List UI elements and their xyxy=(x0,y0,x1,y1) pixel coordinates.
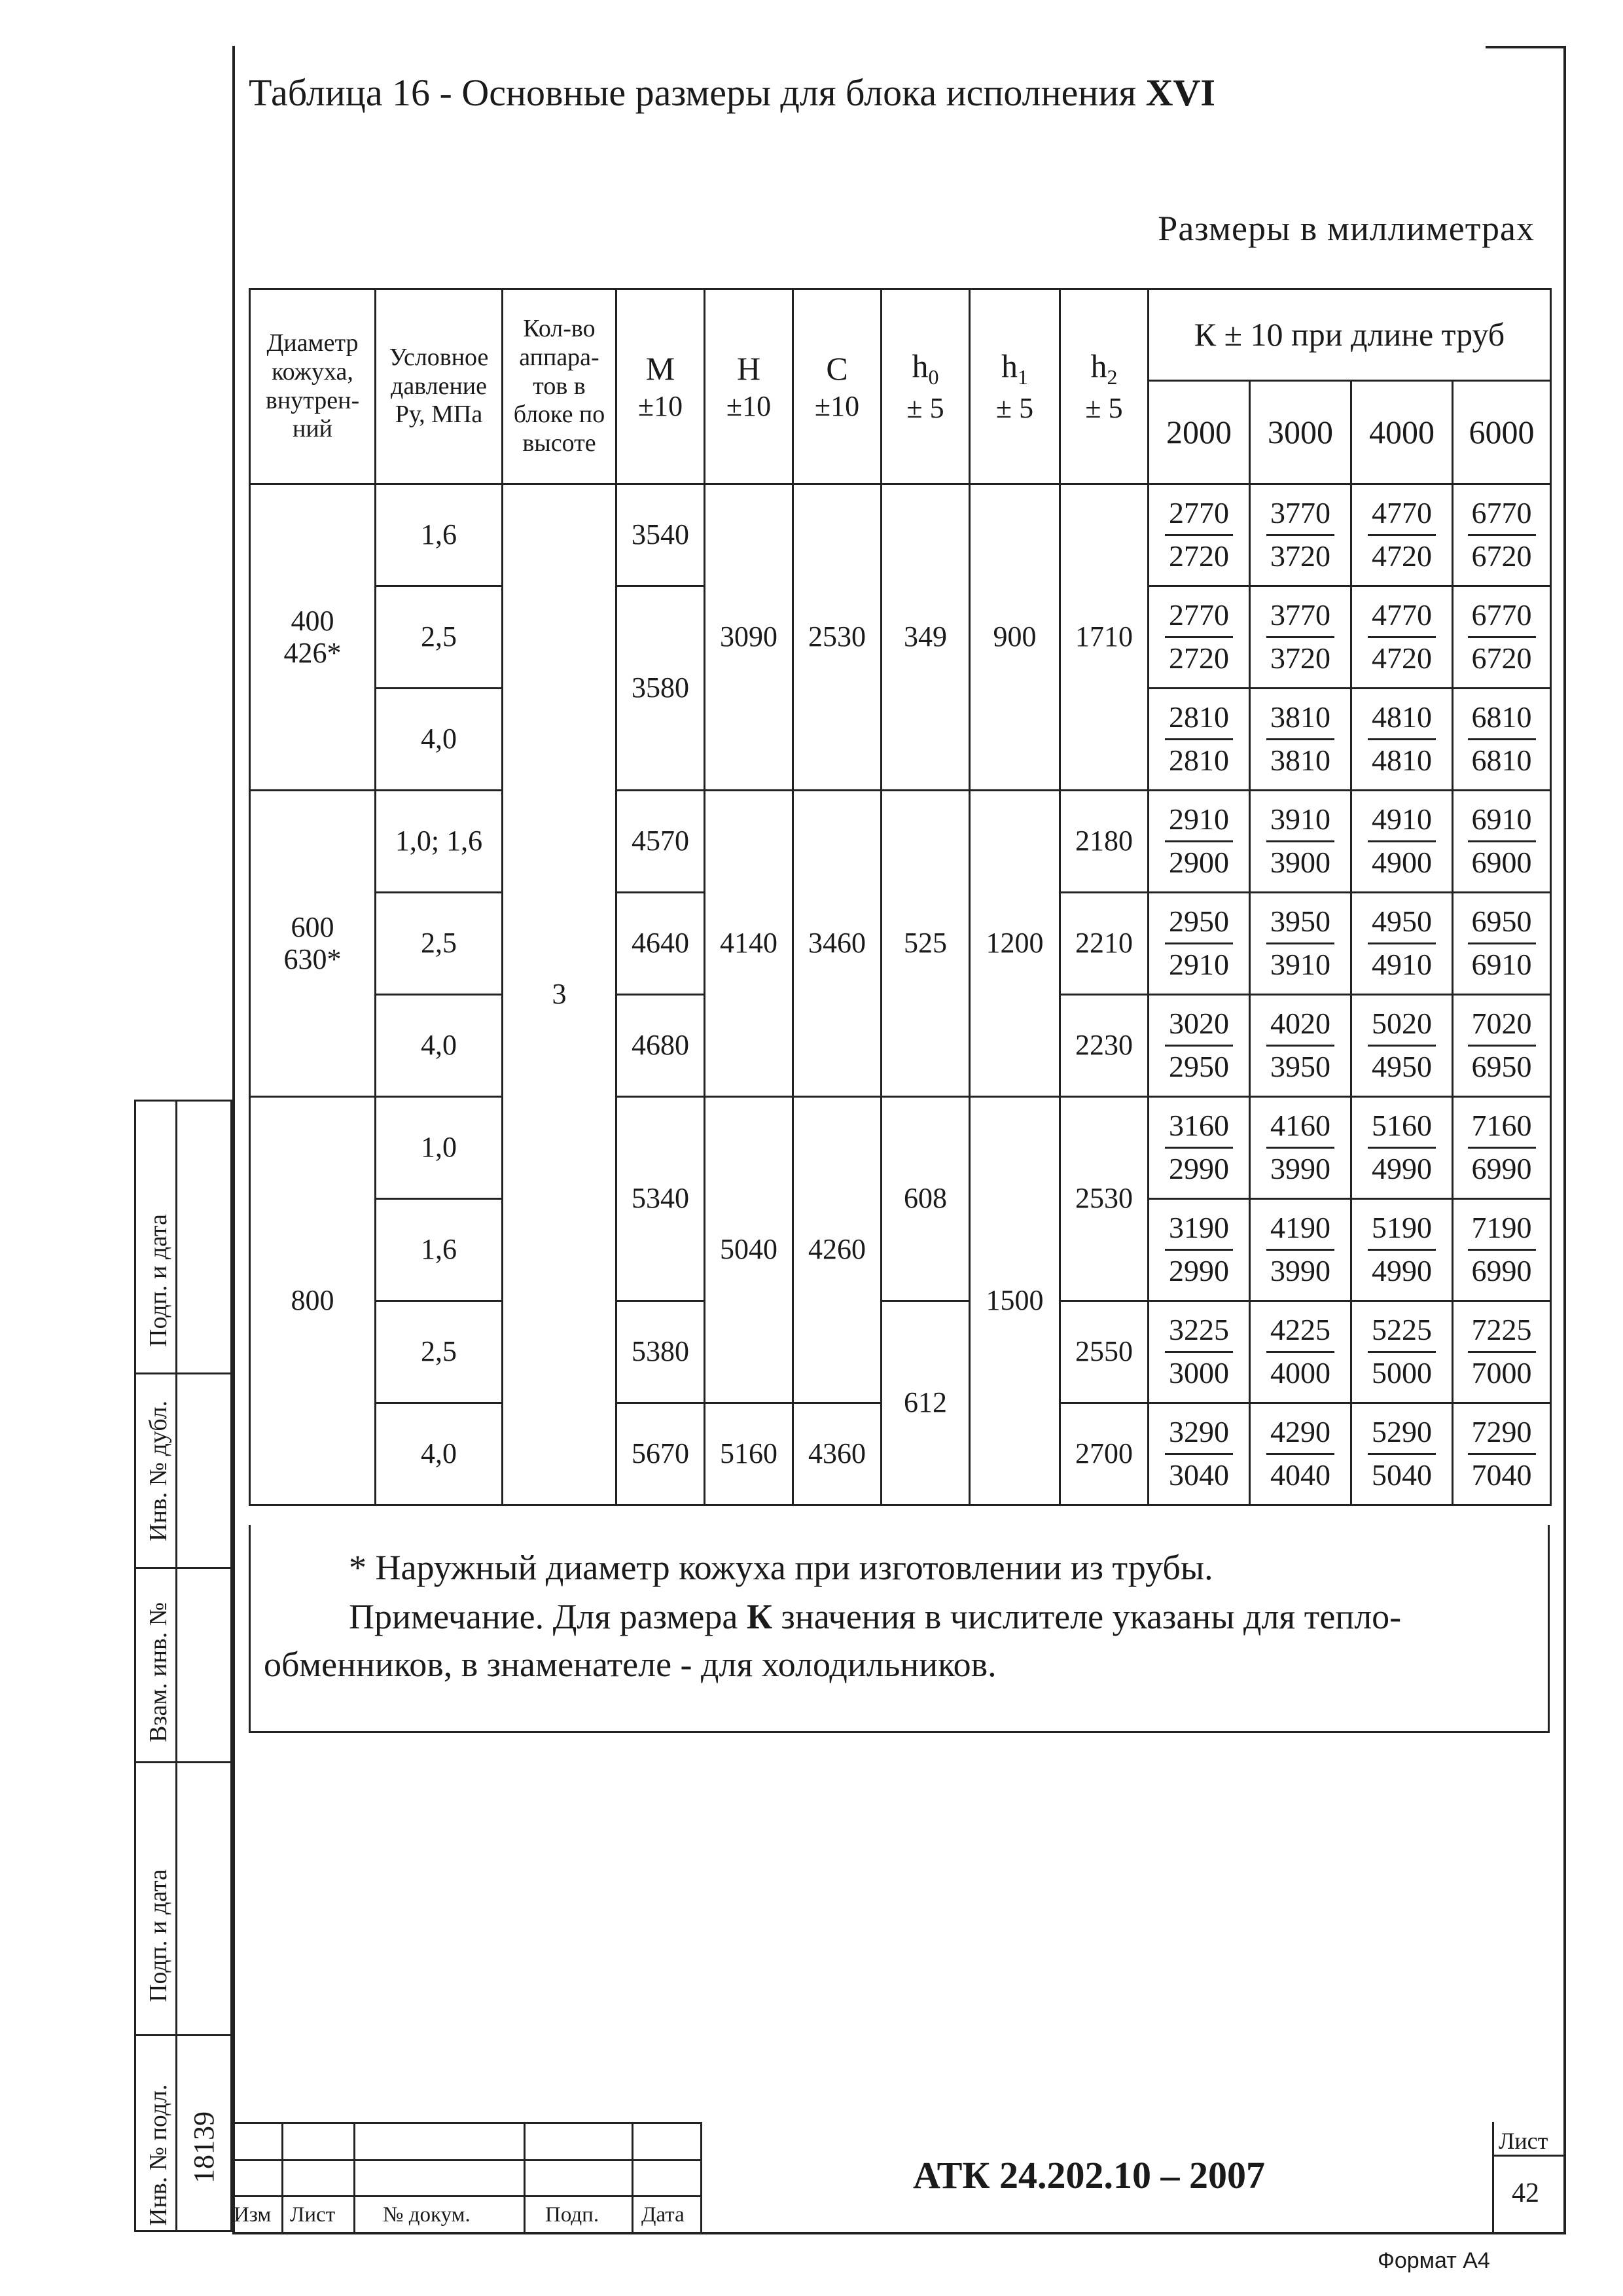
header-h: $h_1$ ± 5 xyxy=(970,289,1060,484)
dimensions-table xyxy=(249,288,1552,1506)
k-numerator: 7225 xyxy=(1468,1314,1536,1353)
header-length: 6000 xyxy=(1453,381,1551,484)
k-value-cell xyxy=(1250,893,1351,995)
pressure-cell: 2,5 xyxy=(376,893,503,995)
k-numerator: 4770 xyxy=(1368,599,1436,638)
k-value-cell xyxy=(1149,893,1250,995)
k-numerator: 4910 xyxy=(1368,803,1436,842)
h-cell: 5040 xyxy=(705,1097,793,1403)
k-numerator: 4225 xyxy=(1266,1314,1334,1353)
k-numerator: 5190 xyxy=(1368,1211,1436,1251)
k-denominator: 3950 xyxy=(1270,1050,1330,1083)
k-numerator: 6770 xyxy=(1468,497,1536,536)
k-denominator: 4950 xyxy=(1372,1050,1432,1083)
k-numerator: 4950 xyxy=(1368,905,1436,944)
m-cell: 5380 xyxy=(616,1301,705,1403)
k-value-cell xyxy=(1250,791,1351,893)
k-value-cell xyxy=(1149,791,1250,893)
c-cell: 4360 xyxy=(793,1403,882,1505)
k-denominator: 3900 xyxy=(1270,846,1330,879)
h-cell: 4140 xyxy=(705,791,793,1097)
h0-cell: 612 xyxy=(882,1301,970,1505)
k-denominator: 6990 xyxy=(1471,1254,1532,1287)
m-cell: 5340 xyxy=(616,1097,705,1301)
count-cell: 3 xyxy=(503,484,616,1505)
k-numerator: 4190 xyxy=(1266,1211,1334,1251)
k-denominator: 4810 xyxy=(1372,744,1432,777)
k-numerator: 3190 xyxy=(1165,1211,1233,1251)
k-denominator: 2990 xyxy=(1169,1152,1229,1185)
tb-sheet-label: Лист xyxy=(1499,2128,1548,2154)
k-numerator: 3910 xyxy=(1266,803,1334,842)
frame-corner xyxy=(1486,46,1563,48)
k-denominator: 4990 xyxy=(1372,1152,1432,1185)
h0-cell: 525 xyxy=(882,791,970,1097)
k-value-cell xyxy=(1250,484,1351,586)
tb-izm: Изм xyxy=(234,2203,272,2227)
header-h: Н ±10 xyxy=(705,289,793,484)
k-denominator: 6990 xyxy=(1471,1152,1532,1185)
h-cell: 5160 xyxy=(705,1403,793,1505)
k-numerator: 6910 xyxy=(1468,803,1536,842)
k-value-cell xyxy=(1351,893,1453,995)
k-denominator: 2720 xyxy=(1169,539,1229,573)
h0-cell: 349 xyxy=(882,484,970,791)
header-diameter: Диаметр кожуха, внутрен-ний xyxy=(250,289,376,484)
k-numerator: 6810 xyxy=(1468,701,1536,740)
k-numerator: 3225 xyxy=(1165,1314,1233,1353)
k-denominator: 4720 xyxy=(1372,641,1432,675)
k-value-cell xyxy=(1351,586,1453,689)
header-length: 4000 xyxy=(1351,381,1453,484)
k-value-cell xyxy=(1351,1097,1453,1199)
k-denominator: 7040 xyxy=(1471,1458,1532,1492)
h2-cell: 2180 xyxy=(1060,791,1149,893)
header-pressure: Условное давление Ру, МПа xyxy=(376,289,503,484)
k-denominator: 3040 xyxy=(1169,1458,1229,1492)
h1-cell: 1200 xyxy=(970,791,1060,1097)
k-numerator: 3290 xyxy=(1165,1416,1233,1455)
k-denominator: 3000 xyxy=(1169,1356,1229,1390)
h2-cell: 2530 xyxy=(1060,1097,1149,1301)
c-cell: 4260 xyxy=(793,1097,882,1403)
stamp-inv-podl: Инв. № подл. 18139 xyxy=(134,2034,232,2232)
k-value-cell xyxy=(1453,586,1551,689)
k-numerator: 6770 xyxy=(1468,599,1536,638)
tb-podp: Подп. xyxy=(545,2203,599,2227)
k-value-cell xyxy=(1149,484,1250,586)
document-code: АТК 24.202.10 – 2007 xyxy=(913,2154,1266,2197)
k-value-cell xyxy=(1250,1097,1351,1199)
k-numerator: 5225 xyxy=(1368,1314,1436,1353)
diameter-cell: 800 xyxy=(250,1097,376,1505)
k-denominator: 3810 xyxy=(1270,744,1330,777)
pressure-cell: 2,5 xyxy=(376,586,503,689)
header-length: 2000 xyxy=(1149,381,1250,484)
k-denominator: 4990 xyxy=(1372,1254,1432,1287)
k-value-cell xyxy=(1149,1301,1250,1403)
k-denominator: 2810 xyxy=(1169,744,1229,777)
k-numerator: 7160 xyxy=(1468,1109,1536,1149)
k-value-cell xyxy=(1453,689,1551,791)
pressure-cell: 1,0; 1,6 xyxy=(376,791,503,893)
k-value-cell xyxy=(1250,689,1351,791)
k-value-cell xyxy=(1453,791,1551,893)
pressure-cell: 1,6 xyxy=(376,1199,503,1301)
k-denominator: 4000 xyxy=(1270,1356,1330,1390)
pressure-cell: 4,0 xyxy=(376,1403,503,1505)
k-value-cell xyxy=(1351,484,1453,586)
h2-cell: 2550 xyxy=(1060,1301,1149,1403)
k-numerator: 2910 xyxy=(1165,803,1233,842)
diameter-cell: 400 426* xyxy=(250,484,376,791)
k-value-cell xyxy=(1453,1301,1551,1403)
k-denominator: 3910 xyxy=(1270,948,1330,981)
k-value-cell xyxy=(1351,1301,1453,1403)
m-cell: 3580 xyxy=(616,586,705,791)
k-value-cell xyxy=(1453,1199,1551,1301)
k-denominator: 5040 xyxy=(1372,1458,1432,1492)
k-numerator: 2770 xyxy=(1165,497,1233,536)
k-value-cell xyxy=(1149,689,1250,791)
k-numerator: 4160 xyxy=(1266,1109,1334,1149)
k-value-cell xyxy=(1149,1403,1250,1505)
tb-sheet-number: 42 xyxy=(1512,2178,1539,2208)
k-denominator: 3990 xyxy=(1270,1152,1330,1185)
h2-cell: 2230 xyxy=(1060,995,1149,1097)
k-numerator: 3810 xyxy=(1266,701,1334,740)
m-cell: 5670 xyxy=(616,1403,705,1505)
k-numerator: 3770 xyxy=(1266,599,1334,638)
tb-doc-num: № докум. xyxy=(383,2203,471,2227)
k-denominator: 4720 xyxy=(1372,539,1432,573)
pressure-cell: 4,0 xyxy=(376,689,503,791)
k-denominator: 4900 xyxy=(1372,846,1432,879)
k-value-cell xyxy=(1453,484,1551,586)
diameter-cell: 600 630* xyxy=(250,791,376,1097)
header-k: К ± 10 при длине труб xyxy=(1149,289,1551,381)
k-value-cell xyxy=(1149,1199,1250,1301)
note-line: обменников, в знаменателе - для холодильников. xyxy=(264,1645,997,1684)
k-value-cell xyxy=(1453,995,1551,1097)
k-numerator: 2770 xyxy=(1165,599,1233,638)
k-numerator: 3770 xyxy=(1266,497,1334,536)
k-value-cell xyxy=(1351,791,1453,893)
k-denominator: 6720 xyxy=(1471,539,1532,573)
inv-podl-value: 18139 xyxy=(188,2111,220,2183)
m-cell: 3540 xyxy=(616,484,705,586)
pressure-cell: 2,5 xyxy=(376,1301,503,1403)
h2-cell: 2210 xyxy=(1060,893,1149,995)
header-h: $h_0$ ± 5 xyxy=(882,289,970,484)
header-count: Кол-во аппара-тов в блоке по высоте xyxy=(503,289,616,484)
stamp-inv-dubl: Инв. № дубл. xyxy=(134,1372,232,1569)
k-numerator: 4770 xyxy=(1368,497,1436,536)
k-denominator: 6950 xyxy=(1471,1050,1532,1083)
k-numerator: 7020 xyxy=(1468,1007,1536,1047)
h1-cell: 1500 xyxy=(970,1097,1060,1505)
k-numerator: 4020 xyxy=(1266,1007,1334,1047)
k-denominator: 3990 xyxy=(1270,1254,1330,1287)
k-value-cell xyxy=(1453,893,1551,995)
units-caption: Размеры в миллиметрах xyxy=(1158,209,1535,248)
k-value-cell xyxy=(1351,1403,1453,1505)
k-value-cell xyxy=(1351,1199,1453,1301)
title-block xyxy=(232,2122,1563,2232)
c-cell: 2530 xyxy=(793,484,882,791)
pressure-cell: 1,0 xyxy=(376,1097,503,1199)
k-value-cell xyxy=(1250,995,1351,1097)
k-value-cell xyxy=(1149,586,1250,689)
k-numerator: 3020 xyxy=(1165,1007,1233,1047)
k-value-cell xyxy=(1453,1403,1551,1505)
header-m: М ±10 xyxy=(616,289,705,484)
stamp-vzam-inv: Взам. инв. № xyxy=(134,1567,232,1763)
k-value-cell xyxy=(1250,1199,1351,1301)
k-denominator: 6900 xyxy=(1471,846,1532,879)
h-cell: 3090 xyxy=(705,484,793,791)
k-numerator: 4810 xyxy=(1368,701,1436,740)
pressure-cell: 1,6 xyxy=(376,484,503,586)
k-numerator: 6950 xyxy=(1468,905,1536,944)
h2-cell: 2700 xyxy=(1060,1403,1149,1505)
k-value-cell xyxy=(1250,1301,1351,1403)
table-title: Таблица 16 - Основные размеры для блока исполнения XVI xyxy=(249,71,1215,114)
k-numerator: 5290 xyxy=(1368,1416,1436,1455)
h1-cell: 900 xyxy=(970,484,1060,791)
k-denominator: 7000 xyxy=(1471,1356,1532,1390)
k-numerator: 2810 xyxy=(1165,701,1233,740)
k-denominator: 3720 xyxy=(1270,641,1330,675)
k-denominator: 6720 xyxy=(1471,641,1532,675)
k-value-cell xyxy=(1351,995,1453,1097)
k-value-cell xyxy=(1250,586,1351,689)
h0-cell: 608 xyxy=(882,1097,970,1301)
header-h: $h_2$ ± 5 xyxy=(1060,289,1149,484)
k-numerator: 4290 xyxy=(1266,1416,1334,1455)
m-cell: 4570 xyxy=(616,791,705,893)
stamp-podp-data-1: Подп. и дата xyxy=(134,1100,232,1374)
k-numerator: 5020 xyxy=(1368,1007,1436,1047)
pressure-cell: 4,0 xyxy=(376,995,503,1097)
k-numerator: 3950 xyxy=(1266,905,1334,944)
k-value-cell xyxy=(1149,1097,1250,1199)
k-denominator: 2720 xyxy=(1169,641,1229,675)
m-cell: 4680 xyxy=(616,995,705,1097)
k-denominator: 6910 xyxy=(1471,948,1532,981)
k-value-cell xyxy=(1250,1403,1351,1505)
notes-box xyxy=(249,1525,1550,1733)
k-numerator: 2950 xyxy=(1165,905,1233,944)
tb-list: Лист xyxy=(290,2203,336,2227)
k-denominator: 2900 xyxy=(1169,846,1229,879)
k-denominator: 4040 xyxy=(1270,1458,1330,1492)
k-denominator: 2990 xyxy=(1169,1254,1229,1287)
k-value-cell xyxy=(1453,1097,1551,1199)
header-length: 3000 xyxy=(1250,381,1351,484)
k-denominator: 4910 xyxy=(1372,948,1432,981)
k-denominator: 2950 xyxy=(1169,1050,1229,1083)
k-numerator: 3160 xyxy=(1165,1109,1233,1149)
m-cell: 4640 xyxy=(616,893,705,995)
c-cell: 3460 xyxy=(793,791,882,1097)
footnote: * Наружный диаметр кожуха при изготовлении из трубы. xyxy=(349,1548,1213,1587)
k-denominator: 3720 xyxy=(1270,539,1330,573)
k-value-cell xyxy=(1149,995,1250,1097)
header-c: С ±10 xyxy=(793,289,882,484)
k-numerator: 7190 xyxy=(1468,1211,1536,1251)
k-numerator: 7290 xyxy=(1468,1416,1536,1455)
k-denominator: 2910 xyxy=(1169,948,1229,981)
k-denominator: 5000 xyxy=(1372,1356,1432,1390)
note-line: Примечание. Для размера К значения в числителе указаны для тепло- xyxy=(349,1597,1402,1636)
k-numerator: 5160 xyxy=(1368,1109,1436,1149)
k-value-cell xyxy=(1351,689,1453,791)
stamp-podp-data-2: Подп. и дата xyxy=(134,1761,232,2036)
h2-cell: 1710 xyxy=(1060,484,1149,791)
format-label: Формат А4 xyxy=(1378,2248,1490,2273)
k-denominator: 6810 xyxy=(1471,744,1532,777)
tb-data: Дата xyxy=(641,2203,685,2227)
